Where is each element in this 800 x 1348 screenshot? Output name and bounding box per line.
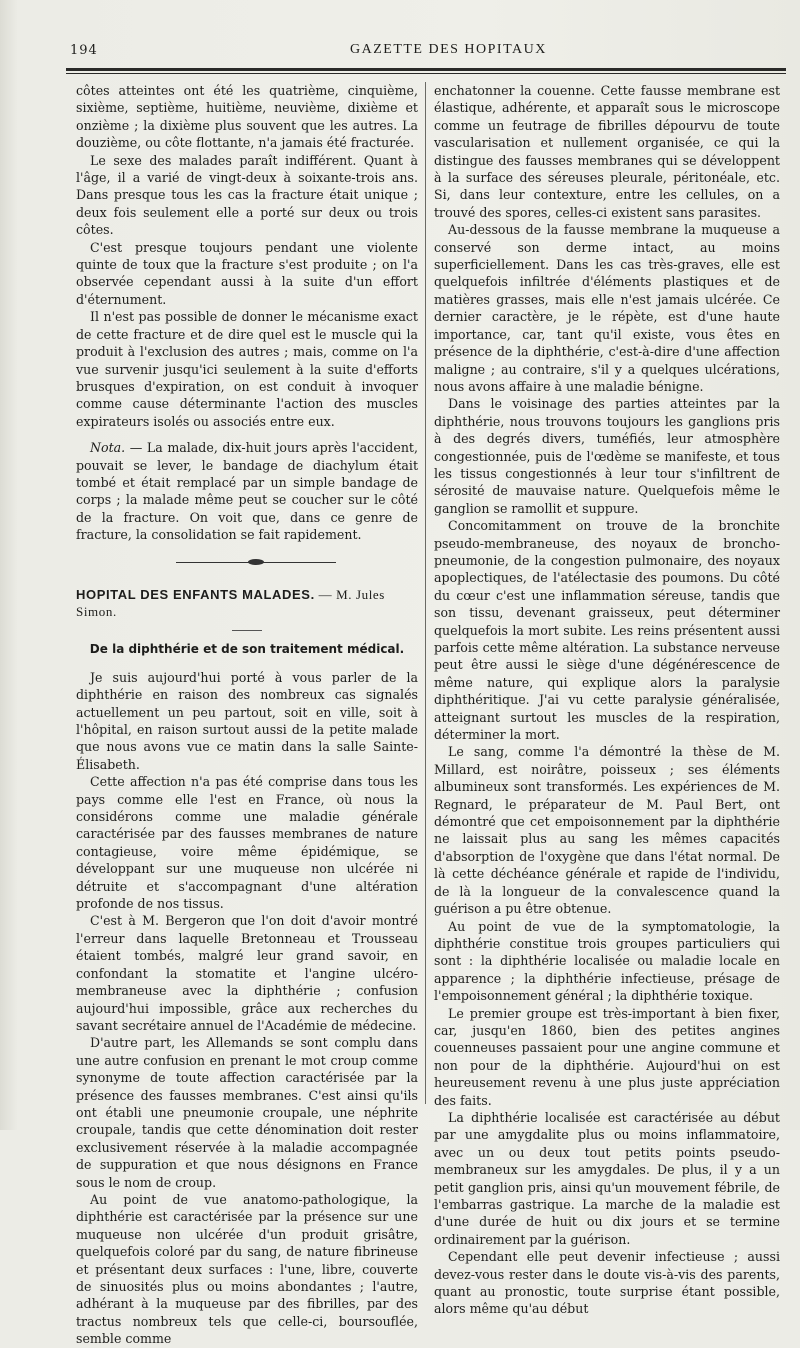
section-separator bbox=[76, 544, 418, 582]
paragraph: côtes atteintes ont été les quatrième, cinquième, sixième, septième, huitième, neuvième, dixième et onzième ; la dixième plus souvent que les autres. La douzième, ou côte flottante, n'a jamais été fracturée. bbox=[76, 83, 418, 151]
header-rule-thin bbox=[66, 73, 786, 74]
section-title: HOPITAL DES ENFANTS MALADES. bbox=[76, 586, 315, 602]
section-heading bbox=[76, 586, 418, 621]
journal-title: GAZETTE DES HOPITAUX bbox=[350, 42, 547, 57]
paragraph: La diphthérie localisée est caractérisée au début par une amygdalite plus ou moins inflammatoire, avec un ou deux tout petits points pseudo-membraneux sur les amygdales. De plus, il y a un petit ganglion pris, ainsi qu'un mouvement fébrile, de l'embarras gastrique. La marche de la maladie est d'une durée de huit ou dix jours et se termine ordinairement par la guérison. bbox=[434, 1109, 780, 1247]
paragraph: C'est à M. Bergeron que l'on doit d'avoir montré l'erreur dans laquelle Bretonneau et Trousseau étaient tombés, malgré leur grand savoir, en confondant la stomatite et l'angine ulcéro-membraneuse avec la diphthérie ; confusion aujourd'hui impossible, grâce aux recherches du savant secrétaire annuel de l'Académie de médecine. bbox=[76, 913, 418, 1033]
paragraph: Je suis aujourd'hui porté à vous parler de la diphthérie en raison des nombreux cas signalés actuellement un peu partout, soit en ville, soit à l'hôpital, en raison surtout aussi de la petite malade que nous avons vue ce matin dans la salle Sainte-Élisabeth. bbox=[76, 669, 418, 772]
paragraph: Cette affection n'a pas été comprise dans tous les pays comme elle l'est en France, où nous la considérons comme une maladie générale caractérisée par des fausses membranes de nature contagieuse, voire même épidémique, se développant sur une muqueuse non ulcérée ni détruite et s'accompagnant d'une altération profonde de nos tissus. bbox=[76, 774, 418, 912]
section-author: — M. Jules Simon. bbox=[76, 586, 385, 619]
separator-ornament bbox=[248, 559, 264, 565]
page-header bbox=[70, 40, 785, 62]
paragraph: enchatonner la couenne. Cette fausse membrane est élastique, adhérente, et apparaît sous le microscope comme un feutrage de fibrilles dépourvu de toute vascularisation et nullement organisée, ce qui la distingue des fausses membranes qui se développent à la surface des séreuses pleurale, péritonéale, etc. Si, dans leur contexture, entre les cellules, on a trouvé des spores, celles-ci existent sans parasites. bbox=[434, 83, 780, 220]
paragraph: Au point de vue anatomo-pathologique, la diphthérie est caractérisée par la présence sur une muqueuse non ulcérée d'un produit grisâtre, quelquefois coloré par du sang, de nature fibrineuse et présentant deux surfaces : l'une, libre, couverte de sinuosités plus ou moins abondantes ; l'autre, adhérant à la muqueuse par des fibrilles, par des tractus nombreux tels que celle-ci, boursouflée, semble comme bbox=[76, 1191, 418, 1347]
paragraph: Le premier groupe est très-important à bien fixer, car, jusqu'en 1860, bien des petites angines couenneuses passaient pour une angine commune et non pour de la diphthérie. Aujourd'hui on est heureusement revenu à une plus juste appréciation des faits. bbox=[434, 1005, 780, 1108]
title-rule bbox=[232, 630, 262, 631]
nota-text: — La malade, dix-huit jours après l'accident, pouvait se lever, le bandage de diachylum était tombé et était remplacé par un simple bandage de corps ; la malade même peut se coucher sur le côté de la fracture. On voit que, dans ce genre de fracture, la consolidation se fait rapidement. bbox=[76, 440, 418, 543]
paragraph: D'autre part, les Allemands se sont complu dans une autre confusion en prenant le mot croup comme synonyme de toute affection caractérisée par la présence des fausses membranes. C'est ainsi qu'ils ont établi une pneumonie croupale, une néphrite croupale, tandis que cette dénomination doit rester exclusivement réservée à la maladie accompagnée de suppuration et que nous désignons en France sous le nom de croup. bbox=[76, 1035, 418, 1190]
header-rule-thick bbox=[66, 68, 786, 71]
paragraph: Dans le voisinage des parties atteintes par la diphthérie, nous trouvons toujours les ganglions pris à des degrés divers, tuméfiés, leur atmosphère congestionnée, puis de l'œdème se manifeste, et tous les tissus congestionnés à leur tour s'infiltrent de sérosité de mauvaise nature. Quelquefois même le ganglion se ramollit et suppure. bbox=[434, 396, 780, 516]
nota-paragraph bbox=[76, 439, 418, 543]
paragraph: Au point de vue de la symptomatologie, la diphthérie constitue trois groupes particuliers qui sont : la diphthérie localisée ou maladie locale en apparence ; la diphthérie infectieuse, présage de l'empoisonnement général ; la diphthérie toxique. bbox=[434, 918, 780, 1004]
page-number: 194 bbox=[70, 43, 98, 58]
paragraph: Il n'est pas possible de donner le mécanisme exact de cette fracture et de dire quel est le muscle qui la produit à l'exclusion des autres ; mais, comme on l'a vue survenir jusqu'ici seulement à la suite d'efforts brusques d'expiration, on est conduit à invoquer comme cause déterminante l'action des muscles expirateurs isolés ou associés entre eux. bbox=[76, 309, 418, 429]
paragraph: Cependant elle peut devenir infectieuse ; aussi devez-vous rester dans le doute vis-à-vis des parents, quant au pronostic, toute surprise étant possible, alors même qu'au début bbox=[434, 1249, 780, 1317]
nota-label: Nota. bbox=[90, 440, 126, 456]
article-title: De la diphthérie et de son traitement médical. bbox=[89, 642, 405, 657]
paragraph: Le sang, comme l'a démontré la thèse de M. Millard, est noirâtre, poisseux ; ses éléments albumineux sont transformés. Les expériences de M. Regnard, le préparateur de M. Paul Bert, ont démontré que cet empoisonnement par la diphthérie ne laissait plus au sang les mêmes capacités d'absorption de l'oxygène que dans l'état normal. De là cette déchéance générale et rapide de l'individu, de là la longueur de la convalescence quand la guérison a pu être obtenue. bbox=[434, 744, 780, 917]
left-column bbox=[76, 82, 418, 1348]
paragraph: Au-dessous de la fausse membrane la muqueuse a conservé son derme intact, au moins superficiellement. Dans les cas très-graves, elle est quelquefois infiltrée d'éléments plastiques et de matières grasses, mais elle n'est jamais ulcérée. Ce dernier caractère, je le répète, est d'une haute importance, car, tant qu'il existe, vous êtes en présence de la diphthérie, c'est-à-dire d'une affection maligne ; au contraire, s'il y a quelques ulcérations, nous avons affaire à une maladie bénigne. bbox=[434, 222, 780, 394]
paragraph: C'est presque toujours pendant une violente quinte de toux que la fracture s'est produite ; on l'a observée cependant aussi à la suite d'un effort d'éternument. bbox=[76, 239, 418, 307]
column-divider bbox=[425, 82, 426, 1104]
paragraph: Le sexe des malades paraît indifférent. Quant à l'âge, il a varié de vingt-deux à soixante-trois ans. Dans presque tous les cas la fracture était unique ; deux fois seulement elle a porté sur deux ou trois côtes. bbox=[76, 152, 418, 238]
right-column bbox=[434, 82, 780, 1318]
paragraph: Concomitamment on trouve de la bronchite pseudo-membraneuse, des noyaux de broncho-pneumonie, de la congestion pulmonaire, des noyaux apoplectiques, de l'atélectasie des poumons. Du côté du cœur c'est une inflammation séreuse, tandis que son tissu, devenant graisseux, peut déterminer quelquefois la mort subite. Les reins présentent aussi parfois cette même altération. La substance nerveuse peut être aussi le siège d'une dégénérescence de même nature, qui explique alors la paralysie diphthéritique. J'ai vu cette paralysie généralisée, atteignant surtout les muscles de la respiration, déterminer la mort. bbox=[434, 518, 780, 743]
